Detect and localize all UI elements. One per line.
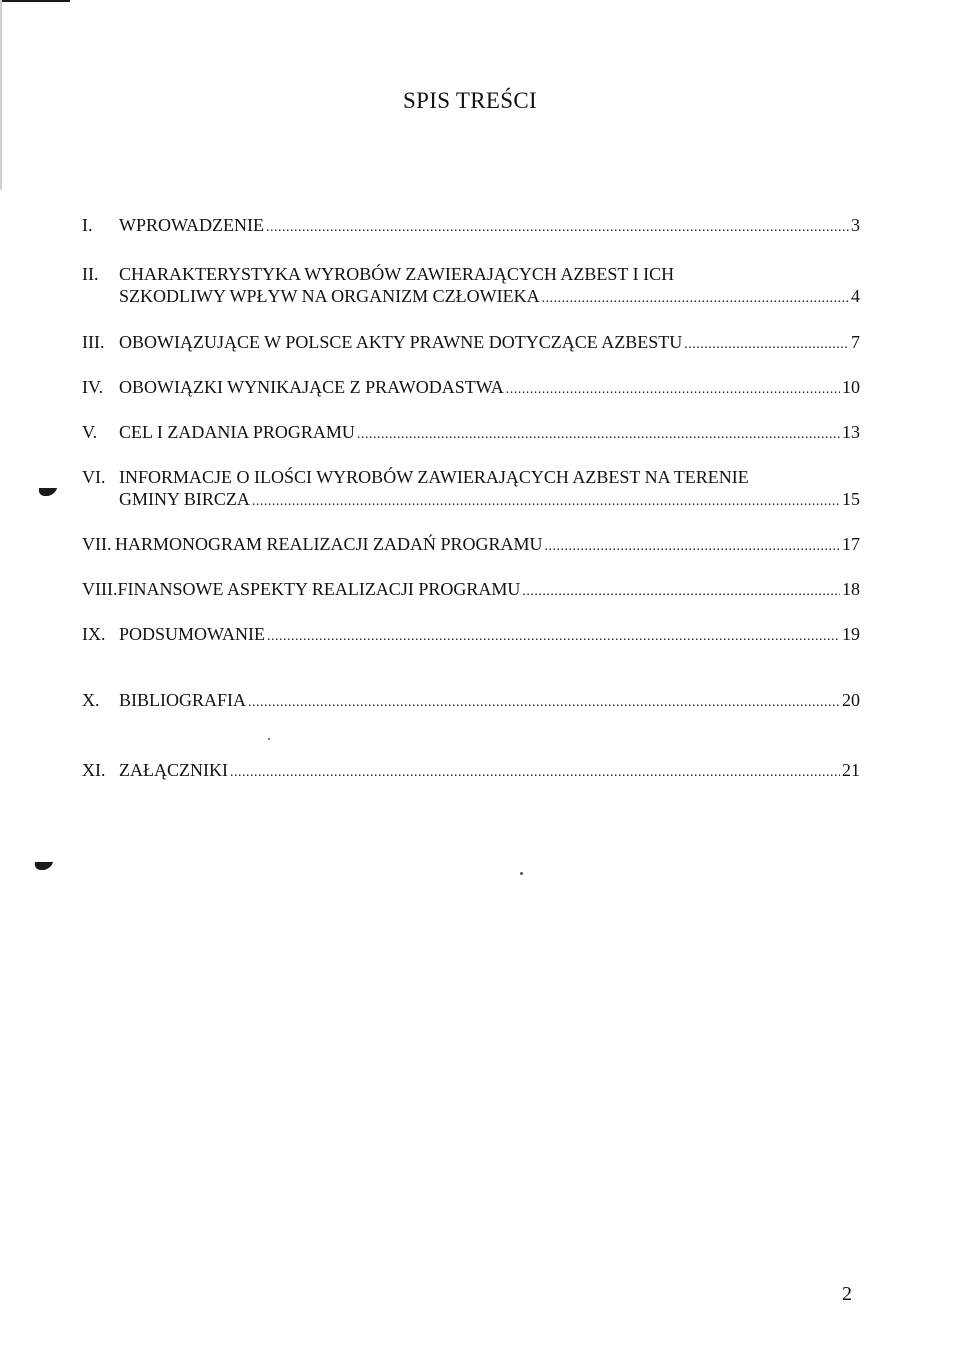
toc-entry-title-line-1: CHARAKTERYSTYKA WYROBÓW ZAWIERAJĄCYCH AZBEST I ICH: [119, 264, 675, 284]
toc-entry-title: BIBLIOGRAFIA: [119, 690, 247, 710]
toc-entry-title: OBOWIĄZUJĄCE W POLSCE AKTY PRAWNE DOTYCZĄCE AZBESTU: [119, 332, 683, 352]
dot-leader: [522, 581, 840, 603]
dot-leader: [506, 379, 840, 401]
dot-leader: [545, 536, 840, 558]
dot-leader: [357, 424, 840, 446]
dot-leader: [542, 288, 849, 310]
toc-entry-page: 4: [851, 286, 860, 306]
toc-entry-page: 15: [842, 489, 860, 509]
scan-speck: [268, 738, 270, 740]
scan-mark: [33, 862, 53, 870]
dot-leader: [248, 692, 840, 714]
page-title: SPIS TREŚCI: [403, 88, 537, 113]
toc-entry-title: HARMONOGRAM REALIZACJI ZADAŃ PROGRAMU: [115, 534, 543, 554]
toc-entry-number: VII.: [82, 534, 112, 554]
toc-entry-number: III.: [82, 332, 105, 352]
toc-entry-title: OBOWIĄZKI WYNIKAJĄCE Z PRAWODASTWA: [119, 377, 504, 397]
toc-entry-10[interactable]: [82, 689, 860, 711]
toc-entry-page: 3: [851, 215, 860, 235]
toc-entry-7[interactable]: [82, 533, 860, 555]
toc-entry-2[interactable]: [82, 263, 860, 307]
toc-entry-number: X.: [82, 690, 100, 710]
toc-entry-title-line-2: SZKODLIWY WPŁYW NA ORGANIZM CZŁOWIEKA: [119, 286, 540, 306]
toc-entry-1[interactable]: [82, 214, 860, 236]
toc-entry-number: VI.: [82, 467, 106, 487]
toc-entry-title: FINANSOWE ASPEKTY REALIZACJI PROGRAMU: [117, 579, 521, 599]
toc-entry-number: VIII.: [82, 579, 118, 599]
toc-entry-title: CEL I ZADANIA PROGRAMU: [119, 422, 355, 442]
page-number: 2: [842, 1283, 852, 1305]
toc-entry-page: 21: [842, 760, 860, 780]
toc-entry-number: IX.: [82, 624, 106, 644]
scan-mark: [37, 488, 57, 496]
toc-entry-11[interactable]: [82, 759, 860, 781]
toc-entry-page: 20: [842, 690, 860, 710]
dot-leader: [267, 626, 840, 648]
toc-entry-3[interactable]: [82, 331, 860, 353]
toc-entry-title: ZAŁĄCZNIKI: [119, 760, 228, 780]
toc-entry-6[interactable]: [82, 466, 860, 510]
toc-entry-page: 19: [842, 624, 860, 644]
toc-entry-number: V.: [82, 422, 98, 442]
dot-leader: [684, 334, 849, 356]
toc-entry-page: 10: [842, 377, 860, 397]
toc-entry-title-line-2: GMINY BIRCZA: [119, 489, 250, 509]
toc-entry-9[interactable]: [82, 623, 860, 645]
toc-entry-page: 17: [842, 534, 860, 554]
scan-edge-top: [0, 0, 70, 2]
dot-leader: [266, 217, 849, 239]
toc-entry-4[interactable]: [82, 376, 860, 398]
toc-entry-number: IV.: [82, 377, 104, 397]
toc-entry-5[interactable]: [82, 421, 860, 443]
toc-entry-title-line-1: INFORMACJE O ILOŚCI WYROBÓW ZAWIERAJĄCYCH AZBEST NA TERENIE: [119, 467, 749, 487]
toc-entry-title: PODSUMOWANIE: [119, 624, 266, 644]
dot-leader: [252, 491, 840, 513]
toc-entry-page: 7: [851, 332, 860, 352]
toc-entry-8[interactable]: [82, 578, 860, 600]
scan-speck: [520, 872, 523, 875]
toc-entry-page: 18: [842, 579, 860, 599]
toc-entry-page: 13: [842, 422, 860, 442]
toc-entry-number: XI.: [82, 760, 106, 780]
dot-leader: [230, 762, 840, 784]
toc-entry-number: I.: [82, 215, 93, 235]
toc-entry-title: WPROWADZENIE: [119, 215, 264, 235]
toc-entry-number: II.: [82, 264, 99, 284]
